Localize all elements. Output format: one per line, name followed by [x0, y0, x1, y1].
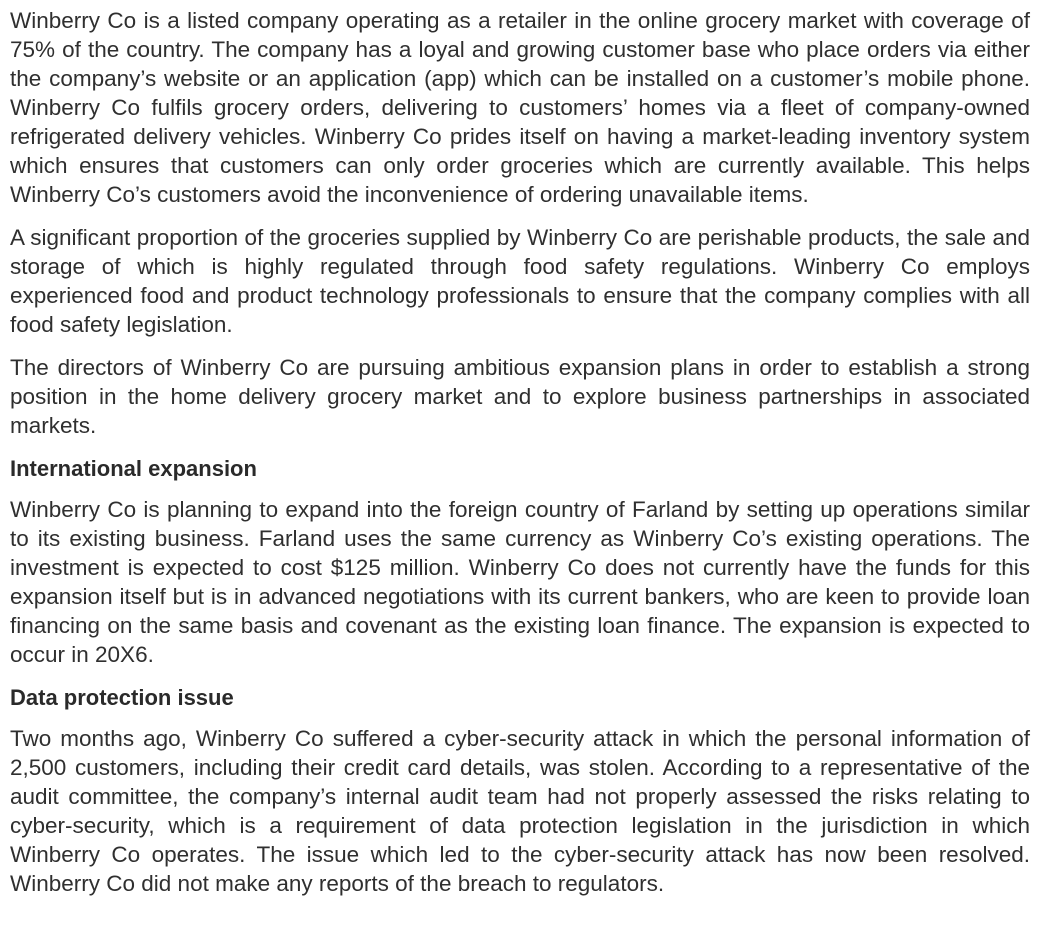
heading-international-expansion: International expansion	[10, 456, 257, 481]
international-expansion-paragraph: Winberry Co is planning to expand into the foreign country of Farland by setting up operations similar to its existing business. Farland uses the same currency as Winberry Co’s existing operations. The investment is expected to cost $125 million. Winberry Co does not currently have the funds for this expansion itself but is in advanced negotiations with its current bankers, who are keen to provide loan financing on the same basis and covenant as the existing loan finance. The expansion is expected to occur in 20X6.	[10, 497, 1030, 667]
document-body	[10, 6, 1030, 912]
intro-paragraph-food-safety: A significant proportion of the groceries supplied by Winberry Co are perishable products, the sale and storage of which is highly regulated through food safety regulations. Winberry Co employs experienced food and product technology professionals to ensure that the company complies with all food safety legislation.	[10, 225, 1030, 337]
heading-data-protection-issue: Data protection issue	[10, 685, 234, 710]
intro-paragraph-expansion-plans: The directors of Winberry Co are pursuing ambitious expansion plans in order to establish a strong position in the home delivery grocery market and to explore business partnerships in associated markets.	[10, 355, 1030, 438]
intro-paragraph-company-overview: Winberry Co is a listed company operating as a retailer in the online grocery market with coverage of 75% of the country. The company has a loyal and growing customer base who place orders via either the company’s website or an application (app) which can be installed on a customer’s mobile phone. Winberry Co fulfils grocery orders, delivering to customers’ homes via a fleet of company-owned refrigerated delivery vehicles. Winberry Co prides itself on having a market-leading inventory system which ensures that customers can only order groceries which are currently available. This helps Winberry Co’s customers avoid the inconvenience of ordering unavailable items.	[10, 8, 1030, 207]
data-protection-paragraph: Two months ago, Winberry Co suffered a cyber-security attack in which the personal information of 2,500 customers, including their credit card details, was stolen. According to a representative of the audit committee, the company’s internal audit team had not properly assessed the risks relating to cyber-security, which is a requirement of data protection legislation in the jurisdiction in which Winberry Co operates. The issue which led to the cyber-security attack has now been resolved. Winberry Co did not make any reports of the breach to regulators.	[10, 726, 1030, 896]
